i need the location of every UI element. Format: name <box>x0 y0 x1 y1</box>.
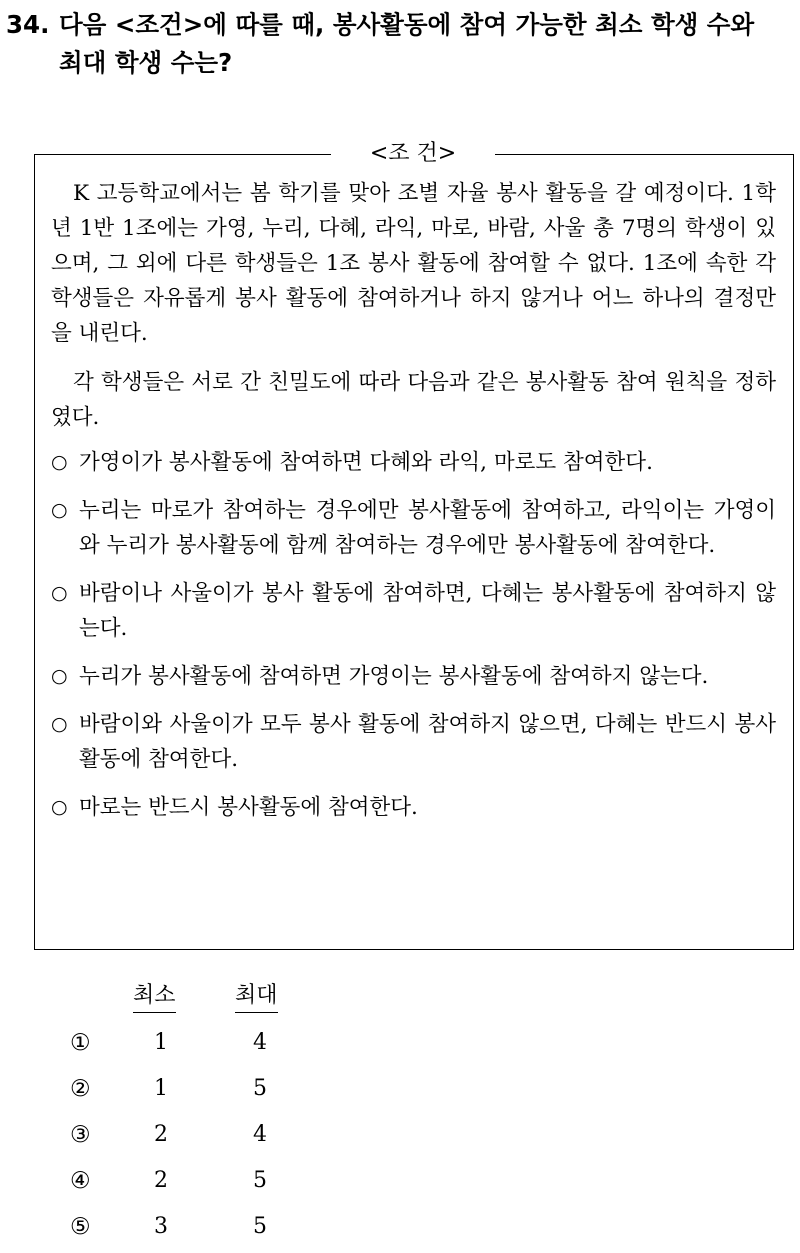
condition-text: 바람이나 사울이가 봉사 활동에 참여하면, 다혜는 봉사활동에 참여하지 않는다. <box>79 581 776 641</box>
condition-item <box>51 790 776 825</box>
bullet-circle-icon: ○ <box>51 451 68 473</box>
conditions-box-content <box>51 176 776 825</box>
option-min-value: 2 <box>154 1168 168 1193</box>
header-min: 최소 <box>133 980 176 1013</box>
question-stem <box>6 6 796 82</box>
option-marker: ① <box>70 1030 91 1056</box>
condition-text: 마로는 반드시 봉사활동에 참여한다. <box>79 795 418 820</box>
option-min-value: 3 <box>154 1214 168 1239</box>
question-number: 34. <box>6 10 50 39</box>
option-min-value: 1 <box>154 1076 168 1101</box>
bullet-circle-icon: ○ <box>51 713 68 735</box>
condition-list <box>51 445 776 825</box>
condition-item <box>51 707 776 777</box>
principle-paragraph: 각 학생들은 서로 간 친밀도에 따라 다음과 같은 봉사활동 참여 원칙을 정하였다. <box>51 370 776 430</box>
option-max-value: 5 <box>253 1168 267 1193</box>
condition-item <box>51 493 776 563</box>
question-text-line-2: 최대 학생 수는? <box>59 48 233 77</box>
bullet-circle-icon: ○ <box>51 582 68 604</box>
intro-paragraph: K 고등학교에서는 봄 학기를 맞아 조별 자율 봉사 활동을 갈 예정이다. 1학년 1반 1조에는 가영, 누리, 다혜, 라익, 마로, 바람, 사울 총 7명의 학생이 있으며, 그 외에 다른 학생들은 1조 봉사 활동에 참여할 수 없다. 1조에 속한 각 학생들은 자유롭게 봉사 활동에 참여하거나 하지 않거나 어느 하나의 결정만을 내린다. <box>51 181 776 346</box>
condition-text: 누리는 마로가 참여하는 경우에만 봉사활동에 참여하고, 라익이는 가영이와 누리가 봉사활동에 함께 참여하는 경우에만 봉사활동에 참여한다. <box>79 498 776 558</box>
option-min-value: 1 <box>154 1030 168 1055</box>
condition-item <box>51 576 776 646</box>
option-marker: ⑤ <box>70 1214 91 1240</box>
option-max-value: 4 <box>253 1030 267 1055</box>
conditions-box-title: <조 건> <box>331 139 495 169</box>
question-text-line-1: 다음 <조건>에 따를 때, 봉사활동에 참여 가능한 최소 학생 수와 <box>59 10 755 39</box>
option-marker: ② <box>70 1076 91 1102</box>
option-min-value: 2 <box>154 1122 168 1147</box>
condition-text: 바람이와 사울이가 모두 봉사 활동에 참여하지 않으면, 다혜는 반드시 봉사활동에 참여한다. <box>79 712 776 772</box>
condition-text: 가영이가 봉사활동에 참여하면 다혜와 라익, 마로도 참여한다. <box>79 450 653 475</box>
header-max: 최대 <box>235 980 278 1013</box>
condition-text: 누리가 봉사활동에 참여하면 가영이는 봉사활동에 참여하지 않는다. <box>79 664 709 689</box>
option-max-value: 5 <box>253 1214 267 1239</box>
bullet-circle-icon: ○ <box>51 499 68 521</box>
option-max-value: 4 <box>253 1122 267 1147</box>
condition-item <box>51 445 776 480</box>
condition-item <box>51 659 776 694</box>
option-marker: ④ <box>70 1168 91 1194</box>
bullet-circle-icon: ○ <box>51 665 68 687</box>
option-max-value: 5 <box>253 1076 267 1101</box>
bullet-circle-icon: ○ <box>51 796 68 818</box>
option-marker: ③ <box>70 1122 91 1148</box>
question-line-1 <box>6 6 796 44</box>
